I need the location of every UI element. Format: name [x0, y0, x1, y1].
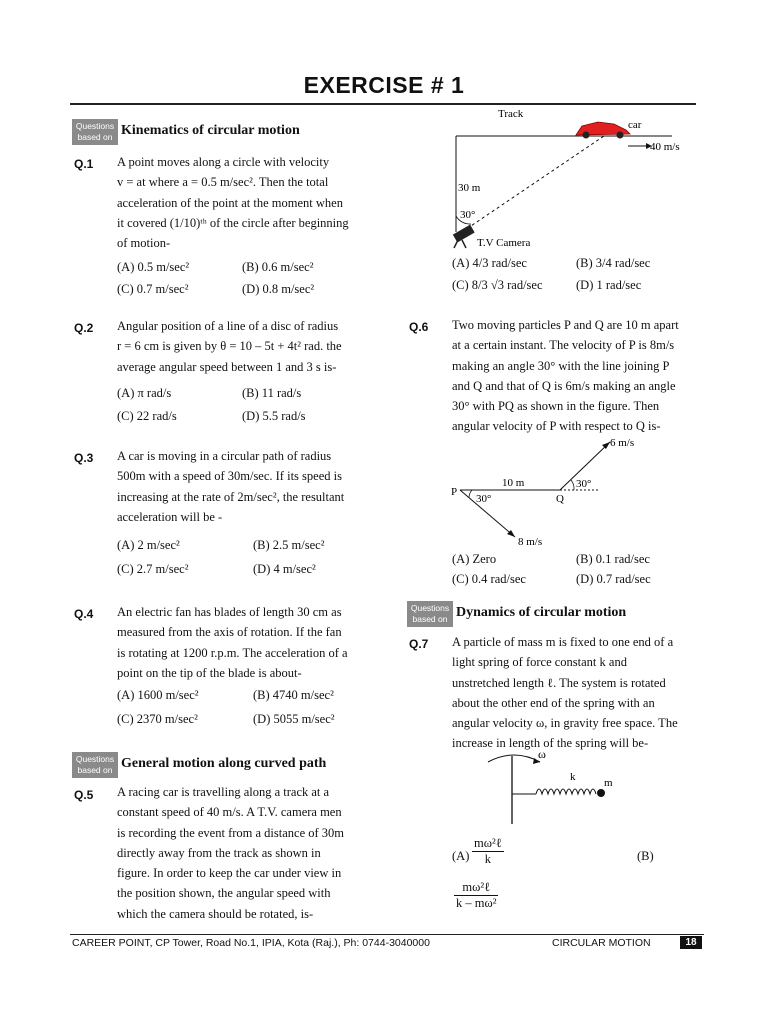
- point-q-label: Q: [556, 493, 564, 505]
- option-b: (B) 2.5 m/sec²: [253, 538, 325, 552]
- option-a-label: (A): [452, 849, 470, 863]
- text-line: average angular speed between 1 and 3 s is-: [117, 359, 337, 374]
- question-number: Q.6: [409, 320, 429, 334]
- section-heading-dynamics: Dynamics of circular motion: [456, 605, 627, 620]
- question-text-q1: [117, 152, 361, 253]
- text-line: and Q and that of Q is 6m/s making an angle: [452, 378, 676, 393]
- text-line: about the other end of the spring with an: [452, 695, 655, 710]
- text-line: directly away from the track as shown in: [117, 845, 321, 860]
- camera-track-figure: [440, 104, 700, 254]
- option-a: (A) Zero: [452, 552, 497, 566]
- question-text-q5: [117, 782, 361, 924]
- text-line: A racing car is travelling along a track at a: [117, 785, 330, 799]
- text-line: angular velocity of P with respect to Q is-: [452, 419, 661, 434]
- distance-label: 10 m: [502, 477, 525, 489]
- angle-p-label: 30°: [476, 493, 492, 505]
- question-text-q4: [117, 602, 361, 683]
- option-b-fraction: [454, 880, 498, 911]
- rotating-spring-figure: [480, 746, 630, 826]
- question-number: Q.4: [74, 607, 94, 621]
- text-line: of motion-: [117, 236, 171, 251]
- footer-rule: [70, 934, 704, 935]
- option-d: (D) 0.8 m/sec²: [242, 282, 315, 296]
- option-d: (D) 1 rad/sec: [576, 278, 642, 292]
- text-line: unstretched length ℓ. The system is rotated: [452, 675, 666, 690]
- camera-label: T.V Camera: [477, 237, 531, 249]
- option-b: (B) 3/4 rad/sec: [576, 256, 651, 270]
- option-a: (A) 4/3 rad/sec: [452, 256, 527, 270]
- option-b: (B) 0.1 rad/sec: [576, 552, 650, 566]
- option-a: (A) 1600 m/sec²: [117, 688, 199, 702]
- text-line: point on the tip of the blade is about-: [117, 665, 302, 680]
- option-c: (C) 0.4 rad/sec: [452, 572, 526, 586]
- text-line: increasing at the rate of 2m/sec², the resultant: [117, 489, 345, 504]
- text-line: A point moves along a circle with velocity: [117, 155, 330, 169]
- question-text-q2: [117, 316, 361, 377]
- text-line: acceleration of the point at the moment when: [117, 195, 343, 210]
- point-p-label: P: [451, 486, 458, 498]
- option-b-label: (B): [637, 849, 654, 863]
- option-b: (B) 4740 m/sec²: [253, 688, 334, 702]
- footer-chapter: CIRCULAR MOTION: [552, 937, 651, 949]
- text-line: 30° with PQ as shown in the figure. Then: [452, 399, 660, 414]
- question-number: Q.2: [74, 321, 94, 335]
- option-c: (C) 0.7 m/sec²: [117, 282, 189, 296]
- text-line: v = at where a = 0.5 m/sec². Then the total: [117, 175, 329, 190]
- text-line: constant speed of 40 m/s. A T.V. camera men: [117, 805, 342, 820]
- question-text-q3: [117, 446, 361, 527]
- text-line: is rotating at 1200 r.p.m. The acceleration of a: [117, 645, 348, 660]
- option-b: (B) 11 rad/s: [242, 386, 302, 400]
- option-b: (B) 0.6 m/sec²: [242, 260, 314, 274]
- option-d: (D) 0.7 rad/sec: [576, 572, 651, 586]
- distance-label: 30 m: [458, 182, 481, 194]
- car-label: car: [628, 119, 642, 131]
- text-line: which the camera should be rotated, is-: [117, 906, 314, 921]
- text-line: angular velocity ω, in gravity free space. The: [452, 716, 678, 731]
- track-label: Track: [498, 108, 524, 120]
- option-c: (C) 2.7 m/sec²: [117, 562, 189, 576]
- question-text-q7: [452, 632, 696, 754]
- question-number: Q.7: [409, 637, 429, 651]
- text-line: at a certain instant. The velocity of P is 8m/s: [452, 338, 675, 353]
- mass-dot: [597, 789, 605, 797]
- text-line: the position shown, the angular speed with: [117, 886, 331, 901]
- option-c: (C) 22 rad/s: [117, 409, 177, 423]
- text-line: A particle of mass m is fixed to one end of a: [452, 635, 674, 649]
- question-number: Q.3: [74, 451, 94, 465]
- text-line: Two moving particles P and Q are 10 m apart: [452, 318, 679, 332]
- option-d: (D) 5055 m/sec²: [253, 712, 335, 726]
- text-line: r = 6 cm is given by θ = 10 – 5t + 4t² rad. the: [117, 339, 342, 354]
- mass-label: m: [604, 777, 613, 789]
- angle-q-label: 30°: [576, 478, 592, 490]
- spring-constant-label: k: [570, 771, 576, 783]
- text-line: An electric fan has blades of length 30 cm as: [117, 605, 342, 619]
- fraction-numerator: mω²ℓ: [454, 880, 498, 896]
- section-badge: Questions based on: [72, 119, 118, 145]
- option-a: (A) 0.5 m/sec²: [117, 260, 190, 274]
- fraction-denominator: k – mω²: [456, 896, 497, 910]
- text-line: increase in length of the spring will be-: [452, 736, 649, 751]
- section-heading-curved-path: General motion along curved path: [121, 756, 327, 771]
- page-number: 18: [680, 936, 702, 949]
- section-badge: Questions based on: [72, 752, 118, 778]
- option-d: (D) 5.5 rad/s: [242, 409, 306, 423]
- footer-publisher: CAREER POINT, CP Tower, Road No.1, IPIA, Kota (Raj.), Ph: 0744-3040000: [72, 937, 430, 949]
- speed-label: 40 m/s: [650, 141, 680, 153]
- fraction-denominator: k: [484, 852, 491, 866]
- option-a: (A) 2 m/sec²: [117, 538, 180, 552]
- text-line: it covered (1/10)ᵗʰ of the circle after beginning: [117, 215, 349, 230]
- text-line: Angular position of a line of a disc of radius: [117, 319, 339, 333]
- fraction-numerator: mω²ℓ: [474, 836, 502, 850]
- option-c: (C) 8/3 √3 rad/sec: [452, 278, 543, 292]
- omega-label: ω: [538, 747, 546, 761]
- section-badge: Questions based on: [407, 601, 453, 627]
- text-line: making an angle 30° with the line joining P: [452, 358, 670, 373]
- text-line: acceleration will be -: [117, 509, 223, 524]
- question-text-q6: [452, 315, 696, 437]
- relative-velocity-figure: [440, 432, 680, 550]
- option-a: (A) π rad/s: [117, 386, 172, 400]
- text-line: A car is moving in a circular path of radius: [117, 449, 332, 463]
- text-line: 500m with a speed of 30m/sec. If its speed is: [117, 469, 342, 484]
- text-line: is recording the event from a distance of 30m: [117, 825, 345, 840]
- question-number: Q.1: [74, 157, 94, 171]
- section-heading-kinematics: Kinematics of circular motion: [121, 123, 300, 138]
- text-line: figure. In order to keep the car under view in: [117, 866, 342, 881]
- option-d: (D) 4 m/sec²: [253, 562, 316, 576]
- option-c: (C) 2370 m/sec²: [117, 712, 198, 726]
- velocity-p-label: 8 m/s: [518, 536, 543, 548]
- text-line: light spring of force constant k and: [452, 655, 627, 670]
- page-title: EXERCISE # 1: [303, 72, 465, 98]
- text-line: measured from the axis of rotation. If the fan: [117, 625, 342, 640]
- velocity-q-label: 6 m/s: [610, 437, 635, 449]
- question-number: Q.5: [74, 788, 94, 802]
- angle-label: 30°: [460, 209, 476, 221]
- option-a-fraction: [472, 836, 504, 867]
